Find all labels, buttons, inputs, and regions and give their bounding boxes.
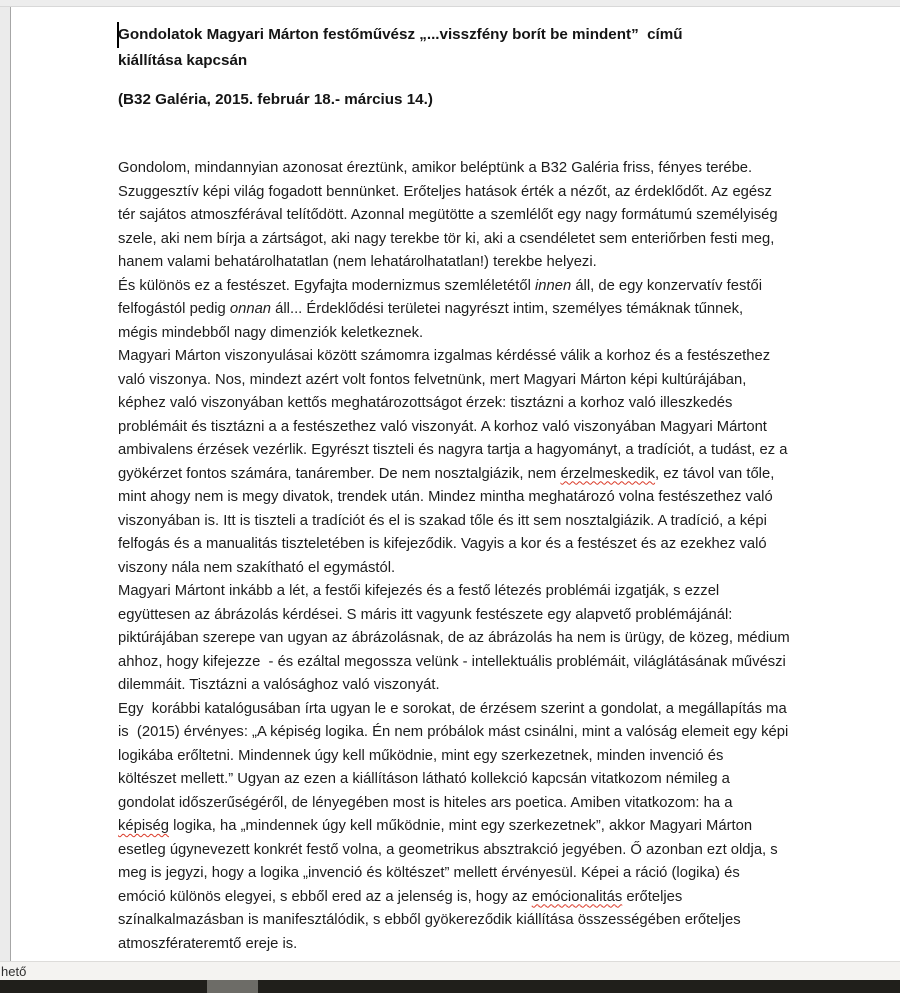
text-line: emóció különös elegyei, s ebből ered az a jelenség is, hogy az emócionalitás erőteljes [118,888,683,905]
status-bar-text: hető [1,963,27,979]
text-line: Gondolom, mindannyian azonosat éreztünk, amikor beléptünk a B32 Galéria friss, fényes terébe. [118,160,753,176]
text-line: képiség logika, ha „mindennek úgy kell működnie, mint egy szerkezetnek”, akkor Magyari Márton [118,818,753,834]
exhibition-info: (B32 Galéria, 2015. február 18.- március 14.) [118,91,433,108]
text-line: kiállítása kapcsán [118,52,248,69]
ribbon-bottom-edge [0,0,900,7]
taskbar-app-button[interactable] [207,980,258,993]
text-line: Egy korábbi katalógusában írta ugyan le e sorokat, de érzésem szerint a gondolat, a megállapítás ma [118,700,787,717]
workspace-background [0,7,11,962]
taskbar [0,980,900,993]
text-line: költészet mellett.” Ugyan az ezen a kiállításon látható kollekció kapcsán vitatkozom némileg a [118,771,730,787]
text-line: tér sajátos atmoszférával telítődött. Azonnal megütötte a szemlélőt egy nagy formátumú személyiség [118,207,778,223]
text-line: mégis mindebből nagy dimenziók keletkeznek. [118,324,424,341]
text-line: színalkalmazásban is manifesztálódik, s ebből gyökereződik kiállítása összességében erőteljes [118,912,741,928]
text-line: dilemmáit. Tisztázni a valósághoz való viszonyát. [118,677,440,693]
text-line: Szuggesztív képi világ fogadott bennünket. Erőteljes hatások érték a nézőt, az érdeklődőt. Az egész [118,183,772,200]
text-line: logikába erőltetni. Mindennek úgy kell működnie, mint egy szerkezetnek, minden invenció és [118,747,724,764]
text-line: együttesen az ábrázolás kérdései. S máris itt vagyunk festészete egy alapvető problémájánál: [118,606,733,623]
document-content [118,22,842,956]
document-body [118,157,842,956]
document-title [118,22,842,74]
text-line: viszony nála nem szakítható el egymástól. [118,559,396,576]
text-line: meg is jegyzi, hogy a logika „invenció és költészet” mellett érvényesül. Képei a ráció (logika) és [118,865,740,881]
text-line: Magyari Márton viszonyulásai között számomra izgalmas kérdéssé válik a korhoz és a festészethez [118,348,771,364]
text-line: problémáit és tisztázni a a festészethez való viszonyát. A korhoz való viszonyában Magyari Mártont [118,418,767,435]
text-line: is (2015) érvényes: „A képiség logika. Én nem próbálok mást csinálni, mint a valóság elemeit egy képi [118,724,789,740]
text-line: való viszonya. Nos, mindezt azért volt fontos felvetnünk, mert Magyari Márton képi kultúrájában, [118,371,747,388]
text-line: képhez való viszonyában kettős meghatározottságot érzek: tisztázni a korhoz való illeszkedés [118,395,733,411]
text-line: atmoszférateremtő ereje is. [118,935,298,952]
text-line: gyökérzet fontos számára, tanárember. De nem nosztalgiázik, nem érzelmeskedik, ez távol van tőle, [118,465,775,482]
text-line: gondolat időszerűségéről, de lényegében most is hiteles ars poetica. Amiben vitatkozom: ha a [118,794,733,811]
text-line: ambivalens érzések vezérlik. Egyrészt tiszteli és nagyra tartja a hagyományt, a tradíciót, a tudást, ez a [118,442,788,458]
text-line: Magyari Mártont inkább a lét, a festői kifejezés és a festő létezés problémái izgatják, s ezzel [118,583,720,599]
text-line: piktúrájában szerepe van ugyan az ábrázolásnak, de az ábrázolás ha nem is ürügy, de közeg, médium [118,630,790,646]
status-bar [0,961,900,980]
text-line: felfogás és a manualitás tiszteletében is kifejeződik. Vagyis a kor és a festészet és az ezekhez való [118,536,767,552]
text-line: esetleg úgynevezett konkrét festő volna, a geometrikus absztrakció jegyében. Ő azonban ezt oldja, s [118,841,778,858]
document-page[interactable] [11,7,900,962]
text-line: viszonyában is. Itt is tiszteli a tradíciót és el is szakad tőle és itt sem nosztalgiázik. A tradíció, a képi [118,512,767,529]
text-line: hanem valami behatárolhatatlan (nem lehatárolhatatlan!) terekbe helyezi. [118,254,597,270]
text-line: szele, aki nem bírja a zártságot, aki nagy terekbe tör ki, aki a csendéletet sem enteriőrben festi meg, [118,230,775,247]
text-line: És különös ez a festészet. Egyfajta modernizmus szemléletétől innen áll, de egy konzervatív festői [118,277,763,294]
text-line: mint ahogy nem is megy divatok, trendek után. Mindez mintha meghatározó volna festészethez való [118,489,773,505]
text-line: felfogástól pedig onnan áll... Érdeklődési területei nagyrészt intim, személyes témáknak tűnnek, [118,301,744,317]
text-line: ahhoz, hogy kifejezze - és ezáltal megossza velünk - intellektuális problémáit, világlátásának művészi [118,653,786,670]
text-line: Gondolatok Magyari Márton festőművész „...visszfény borít be mindent” című [118,26,683,43]
